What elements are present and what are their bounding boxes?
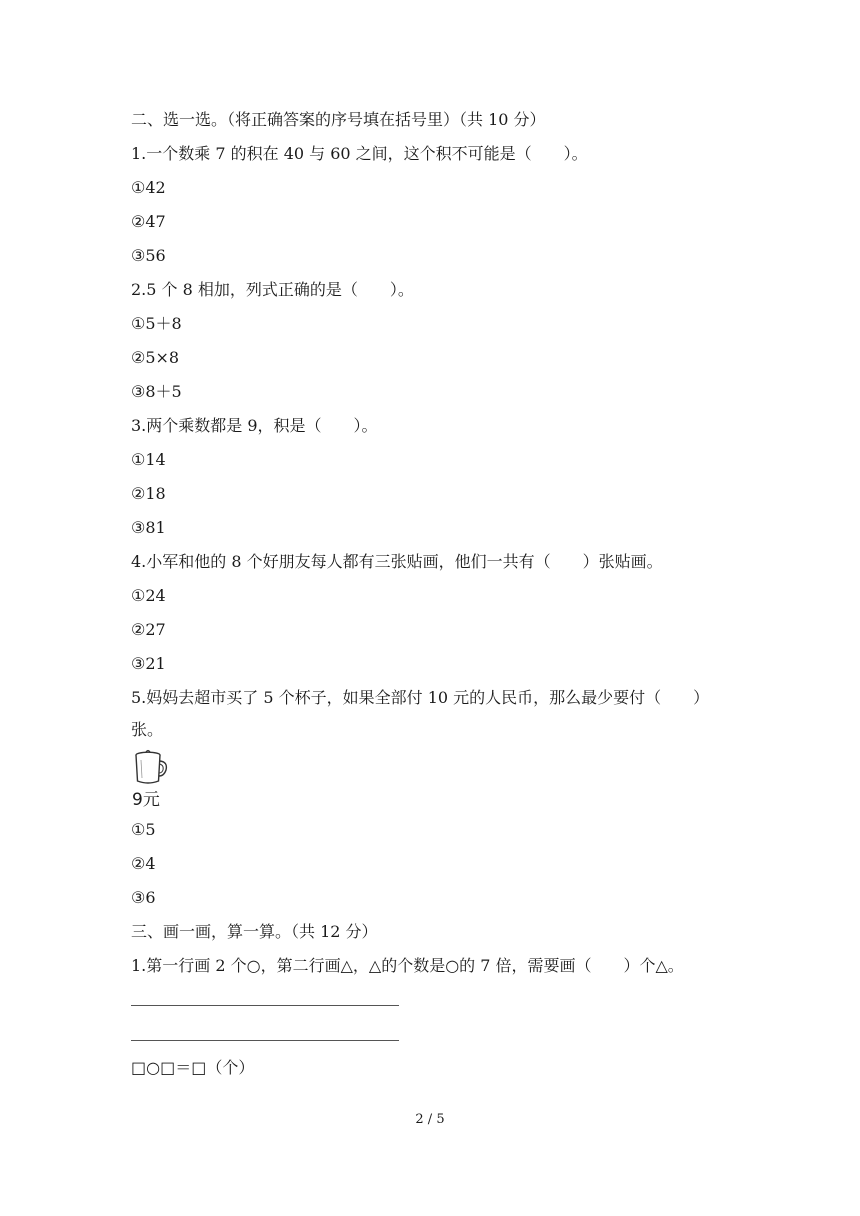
section-3-heading: 三、画一画，算一算。（共 12 分）	[131, 922, 378, 941]
question-2-option-2: ②5×8	[131, 348, 180, 367]
section-3-question-1-stem: 1.第一行画 2 个○，第二行画△，△的个数是○的 7 倍，需要画（ ）个△。	[131, 956, 684, 975]
question-4-option-2: ②27	[131, 620, 166, 639]
question-4-option-1: ①24	[131, 586, 166, 605]
cup-price: 9元	[132, 790, 160, 810]
drawing-line-1	[131, 1005, 399, 1006]
question-3-option-3: ③81	[131, 518, 166, 537]
question-4-stem: 4.小军和他的 8 个好朋友每人都有三张贴画，他们一共有（ ）张贴画。	[131, 552, 663, 571]
question-3-option-2: ②18	[131, 484, 166, 503]
question-1-option-2: ②47	[131, 212, 166, 231]
drawing-line-2	[131, 1040, 399, 1041]
question-1-stem: 1.一个数乘 7 的积在 40 与 60 之间，这个积不可能是（ ）。	[131, 144, 588, 163]
question-1-option-1: ①42	[131, 178, 166, 197]
question-3-option-1: ①14	[131, 450, 166, 469]
question-2-option-1: ①5＋8	[131, 314, 182, 333]
question-4-option-3: ③21	[131, 654, 166, 673]
question-2-stem: 2.5 个 8 相加，列式正确的是（ ）。	[131, 280, 414, 299]
question-5-option-2: ②4	[131, 854, 156, 873]
question-5-stem-line-1: 5.妈妈去超市买了 5 个杯子，如果全部付 10 元的人民币，那么最少要付（ ）	[131, 688, 710, 707]
cup-icon	[131, 748, 171, 788]
question-5-option-3: ③6	[131, 888, 156, 907]
section-3-question-1-formula: □○□＝□（个）	[131, 1058, 255, 1077]
question-5-option-1: ①5	[131, 820, 156, 839]
question-5-stem-line-2: 张。	[131, 720, 164, 739]
section-2-heading: 二、选一选。（将正确答案的序号填在括号里）（共 10 分）	[131, 110, 546, 129]
question-1-option-3: ③56	[131, 246, 166, 265]
question-3-stem: 3.两个乘数都是 9，积是（ ）。	[131, 416, 378, 435]
page-number: 2 / 5	[415, 1112, 445, 1127]
question-2-option-3: ③8＋5	[131, 382, 182, 401]
